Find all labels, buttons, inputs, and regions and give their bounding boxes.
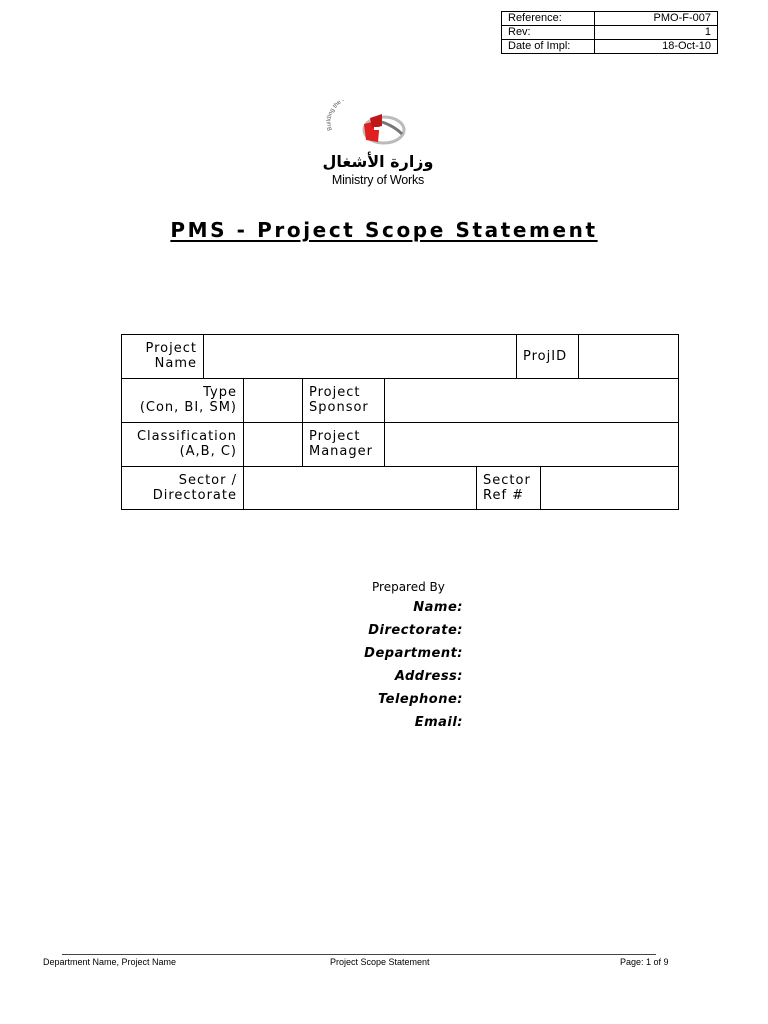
- rev-key: Rev:: [502, 26, 595, 40]
- sponsor-value[interactable]: [385, 379, 678, 423]
- sector-value[interactable]: [244, 467, 477, 509]
- sector-label-line2: Directorate: [152, 488, 237, 503]
- sector-label-line1: Sector /: [178, 473, 237, 488]
- rev-row: [502, 26, 718, 40]
- rev-value: 1: [595, 26, 718, 40]
- manager-label: [303, 423, 385, 467]
- type-label-line2: (Con, BI, SM): [139, 400, 237, 415]
- date-value: 18-Oct-10: [595, 40, 718, 54]
- footer-divider: [62, 954, 656, 955]
- footer-center: Project Scope Statement: [330, 957, 430, 967]
- prepared-by-department-label: Department:: [364, 646, 463, 661]
- classification-label-line1: Classification: [136, 429, 237, 444]
- prepared-by-telephone-label: Telephone:: [377, 692, 463, 707]
- sector-ref-value[interactable]: [541, 467, 678, 509]
- reference-key: Reference:: [502, 12, 595, 26]
- reference-table: [501, 11, 718, 54]
- reference-value: PMO-F-007: [595, 12, 718, 26]
- footer-page-number: Page: 1 of 9: [620, 957, 669, 967]
- logo-arabic-text: وزارة الأشغال: [322, 152, 434, 171]
- projid-value[interactable]: [579, 335, 678, 379]
- classification-value[interactable]: [244, 423, 303, 467]
- project-name-label-line2: Name: [154, 356, 197, 371]
- prepared-by-directorate-label: Directorate:: [368, 623, 463, 638]
- manager-label-line2: Manager: [309, 444, 373, 459]
- ministry-logo: [322, 100, 434, 192]
- page-title: [0, 218, 768, 242]
- project-name-label: [122, 335, 204, 379]
- prepared-by-address-label: Address:: [394, 669, 463, 684]
- prepared-by-title: Prepared By: [372, 580, 445, 594]
- page-title-text: PMS - Project Scope Statement: [170, 218, 598, 242]
- type-label: [122, 379, 244, 423]
- prepared-by-name-label: Name:: [413, 600, 463, 615]
- svg-text:Building the Future: [326, 100, 359, 131]
- date-row: [502, 40, 718, 54]
- sector-ref-label-line1: Sector: [483, 473, 531, 488]
- sponsor-label: [303, 379, 385, 423]
- type-value[interactable]: [244, 379, 303, 423]
- sponsor-label-line1: Project: [309, 385, 361, 400]
- projid-label: ProjID: [517, 335, 579, 379]
- classification-label-line2: (A,B, C): [179, 444, 237, 459]
- sector-label: [122, 467, 244, 509]
- sector-ref-label: [477, 467, 541, 509]
- manager-value[interactable]: [385, 423, 678, 467]
- project-name-value[interactable]: [204, 335, 517, 379]
- footer-left: Department Name, Project Name: [43, 957, 177, 967]
- sector-ref-label-line2: Ref #: [483, 488, 525, 503]
- logo-emblem-icon: [322, 100, 434, 152]
- project-info-table: [121, 334, 679, 510]
- classification-label: [122, 423, 244, 467]
- logo-english-text: Ministry of Works: [331, 173, 425, 187]
- reference-row: [502, 12, 718, 26]
- manager-label-line1: Project: [309, 429, 361, 444]
- type-label-line1: Type: [203, 385, 237, 400]
- sponsor-label-line2: Sponsor: [309, 400, 369, 415]
- date-key: Date of Impl:: [502, 40, 595, 54]
- project-name-label-line1: Project: [145, 341, 197, 356]
- logo-tagline: Building the: [326, 100, 343, 132]
- prepared-by-email-label: Email:: [414, 715, 463, 730]
